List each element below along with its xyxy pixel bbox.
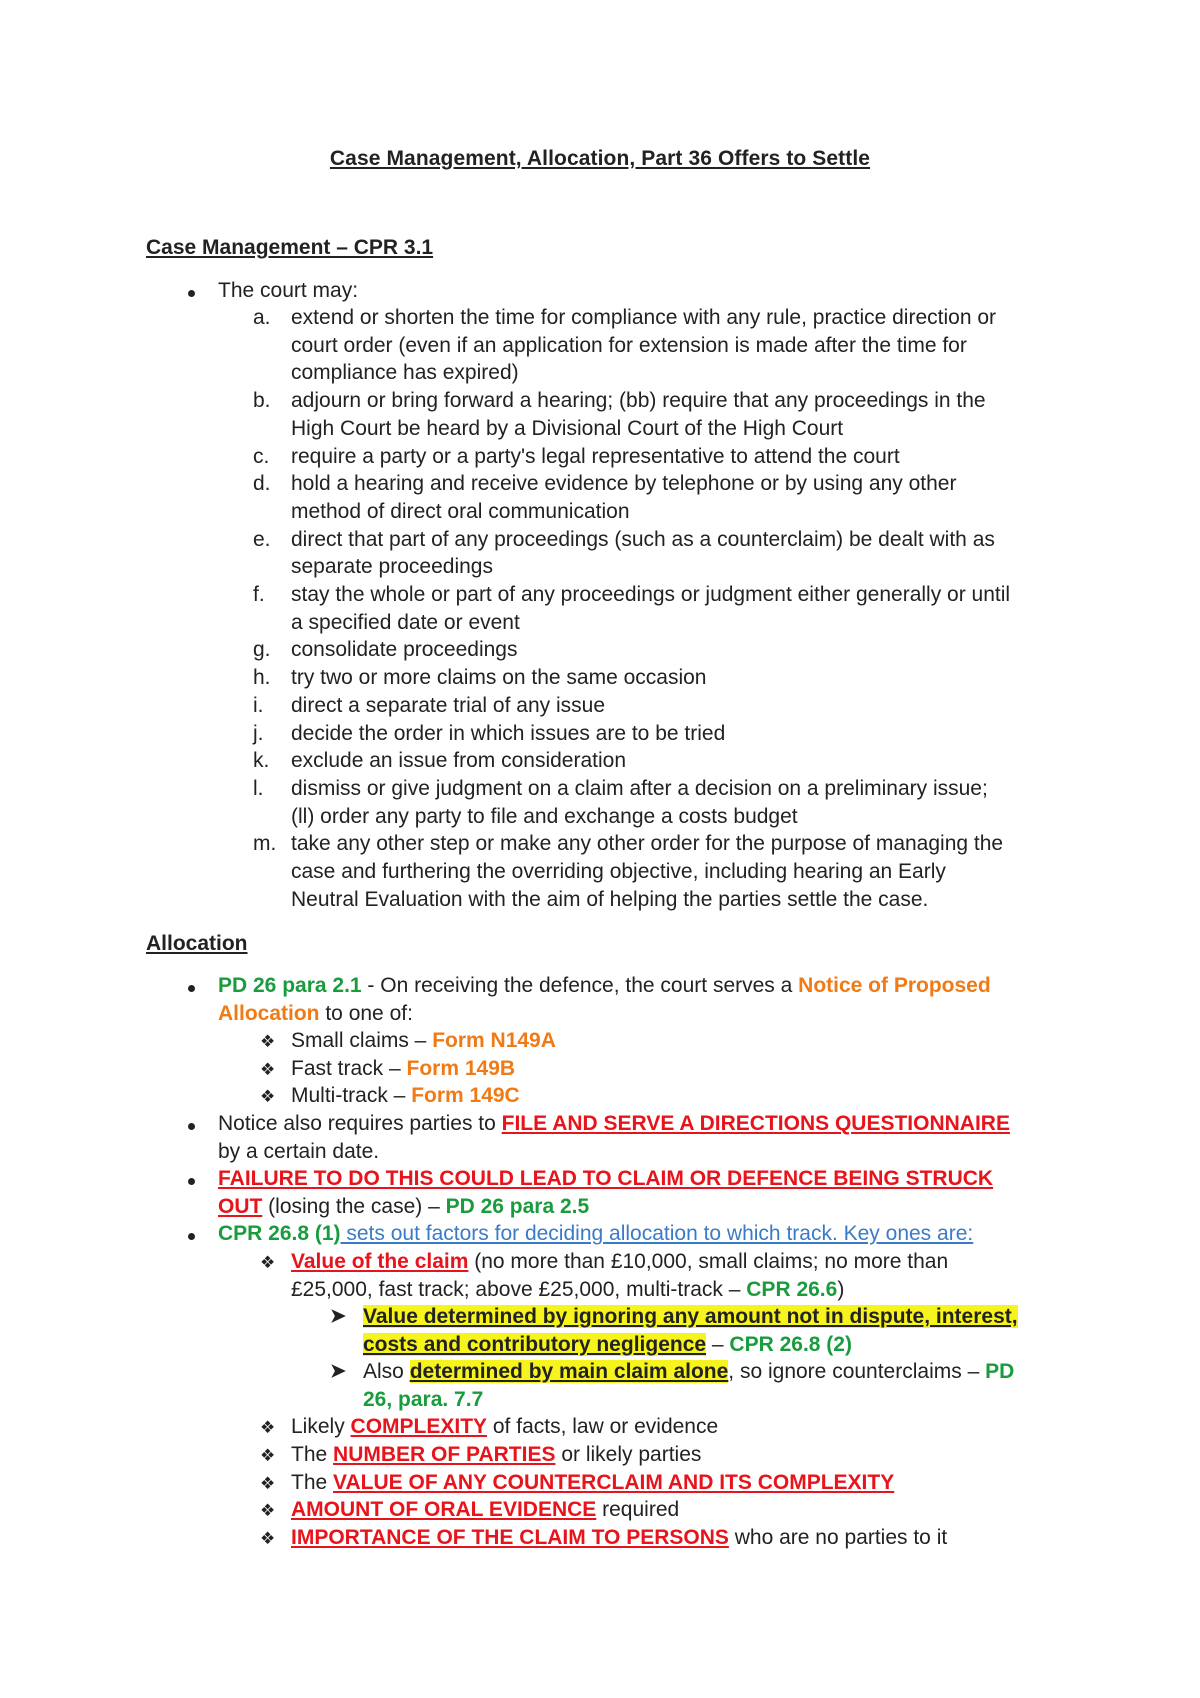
list-item-text: method of direct oral communication — [291, 499, 630, 523]
arrow-bullet-icon: ➤ — [330, 1361, 346, 1382]
list-item-text: direct a separate trial of any issue — [291, 693, 605, 717]
diamond-bullet-icon: ❖ — [260, 1032, 276, 1051]
body-text: (losing the case) – — [262, 1195, 446, 1218]
list-item-text: direct that part of any proceedings (such as a counterclaim) be dealt with as — [291, 527, 995, 551]
citation: PD 26 para 2.1 — [218, 974, 362, 997]
list-item-text: require a party or a party's legal representative to attend the court — [291, 444, 900, 468]
arrow-bullet-icon: ➤ — [330, 1306, 346, 1327]
list-item-text: take any other step or make any other order for the purpose of managing the — [291, 832, 1004, 856]
section-heading-case-management: Case Management – CPR 3.1 — [146, 236, 434, 259]
value-note-1-line-1 — [363, 1306, 1018, 1327]
factor-item — [291, 1444, 701, 1465]
emphasis-text: OUT — [218, 1195, 263, 1218]
form-item-fast — [291, 1058, 515, 1079]
list-letter: e. — [253, 527, 271, 551]
list-letter: b. — [253, 389, 271, 413]
body-text: Also — [363, 1360, 410, 1383]
emphasis-text: AMOUNT OF ORAL EVIDENCE — [291, 1498, 597, 1522]
citation: CPR 26.6 — [746, 1278, 838, 1301]
body-text: Notice also requires parties to — [218, 1112, 502, 1135]
form-ref: Form 149B — [406, 1057, 516, 1080]
section-heading-allocation: Allocation — [146, 932, 248, 955]
emphasis-text: VALUE OF ANY COUNTERCLAIM AND ITS COMPLEXITY — [333, 1470, 895, 1494]
list-letter: h. — [253, 666, 271, 690]
form-item-small — [291, 1030, 556, 1051]
body-text: ) — [837, 1278, 845, 1301]
list-item-text: dismiss or give judgment on a claim after a decision on a preliminary issue; — [291, 776, 988, 800]
allocation-bullet-1-line-1 — [218, 975, 991, 996]
diamond-bullet-icon: ❖ — [260, 1087, 276, 1106]
value-note-2-line-2 — [363, 1389, 483, 1410]
body-text: , so ignore counterclaims – — [728, 1360, 986, 1383]
body-text: of facts, law or evidence — [487, 1415, 719, 1438]
bullet-dot — [188, 1178, 195, 1185]
allocation-bullet-2-line-1 — [218, 1113, 1010, 1134]
highlight-term: Notice of Proposed — [798, 974, 991, 997]
list-letter: d. — [253, 472, 271, 496]
list-item-text: High Court be heard by a Divisional Court of the High Court — [291, 416, 844, 440]
body-text: Small claims – — [291, 1029, 433, 1052]
highlight-term: Allocation — [218, 1002, 320, 1025]
form-ref: Form N149A — [432, 1029, 556, 1052]
highlighted-text: determined by main claim alone — [409, 1360, 729, 1383]
list-item-text: stay the whole or part of any proceedings or judgment either generally or until — [291, 583, 1011, 606]
diamond-bullet-icon: ❖ — [260, 1060, 276, 1079]
list-letter: c. — [253, 444, 270, 468]
emphasis-text: NUMBER OF PARTIES — [333, 1442, 556, 1466]
body-text: Fast track – — [291, 1057, 407, 1080]
highlighted-text: Value determined by ignoring any amount not in dispute, interest, — [363, 1305, 1018, 1328]
list-item-text: consolidate proceedings — [291, 638, 518, 662]
allocation-bullet-3-line-1 — [218, 1168, 993, 1189]
bullet-dot — [188, 1123, 195, 1130]
value-note-1-line-2 — [363, 1334, 852, 1355]
emphasis-text: FILE AND SERVE A DIRECTIONS QUESTIONNAIRE — [501, 1112, 1010, 1135]
body-text: or likely parties — [555, 1442, 702, 1466]
document-title: Case Management, Allocation, Part 36 Offers to Settle — [329, 147, 871, 170]
value-note-2-line-1 — [363, 1361, 1014, 1382]
body-text: to one of: — [319, 1002, 413, 1025]
citation: PD 26 para 2.5 — [445, 1195, 590, 1218]
list-item-text: hold a hearing and receive evidence by telephone or by using any other — [291, 472, 957, 496]
bullet-dot — [188, 1233, 195, 1240]
list-item-text: (ll) order any party to file and exchange a costs budget — [291, 804, 798, 828]
allocation-bullet-1-line-2 — [218, 1003, 413, 1024]
list-item-text: try two or more claims on the same occasion — [291, 666, 707, 690]
list-item-text: case and furthering the overriding objective, including hearing an Early — [291, 860, 946, 883]
citation: 26, para. 7.7 — [363, 1388, 484, 1411]
emphasis-text: FAILURE TO DO THIS COULD LEAD TO CLAIM OR DEFENCE BEING STRUCK — [218, 1167, 994, 1190]
diamond-bullet-icon: ❖ — [260, 1253, 276, 1272]
form-item-multi — [291, 1085, 520, 1106]
allocation-bullet-3-line-2 — [218, 1196, 589, 1217]
factor-value-line-1 — [291, 1251, 948, 1272]
body-text: Multi-track – — [291, 1084, 412, 1107]
body-text: – — [706, 1333, 730, 1356]
body-text: required — [596, 1498, 680, 1522]
citation: CPR 26.8 (1) — [218, 1222, 341, 1245]
body-text: £25,000, fast track; above £25,000, multi-track – — [291, 1278, 747, 1301]
body-text: - On receiving the defence, the court serves a — [361, 974, 799, 997]
citation: PD — [985, 1360, 1015, 1383]
list-item-text: adjourn or bring forward a hearing; (bb) require that any proceedings in the — [291, 389, 986, 413]
factor-item — [291, 1472, 894, 1493]
list-item-text: separate proceedings — [291, 555, 493, 579]
factor-item — [291, 1527, 947, 1548]
list-letter: m. — [253, 832, 277, 856]
list-letter: l. — [253, 776, 264, 800]
emphasis-text: COMPLEXITY — [350, 1415, 488, 1438]
list-item-text: compliance has expired) — [291, 361, 519, 385]
list-letter: k. — [253, 749, 270, 773]
intro-text: The court may: — [218, 279, 359, 302]
list-item-text: a specified date or event — [291, 610, 520, 634]
list-item-text: extend or shorten the time for compliance with any rule, practice direction or — [291, 306, 997, 329]
diamond-bullet-icon: ❖ — [260, 1445, 276, 1465]
diamond-bullet-icon: ❖ — [260, 1529, 276, 1549]
list-letter: f. — [253, 583, 265, 606]
link-text: sets out factors for deciding allocation to which track. Key ones are: — [340, 1222, 974, 1245]
allocation-bullet-2-line-2: by a certain date. — [218, 1140, 380, 1163]
body-text: The — [291, 1442, 334, 1466]
list-item-text: decide the order in which issues are to be tried — [291, 721, 726, 745]
emphasis-text: Value of the claim — [291, 1250, 469, 1273]
body-text: The — [291, 1470, 334, 1494]
allocation-bullet-4-line-1 — [218, 1223, 973, 1244]
list-letter: g. — [253, 638, 271, 662]
emphasis-text: IMPORTANCE OF THE CLAIM TO PERSONS — [291, 1526, 729, 1550]
body-text: who are no parties to it — [728, 1526, 948, 1550]
list-item-text: court order (even if an application for extension is made after the time for — [291, 333, 967, 357]
list-item-text: exclude an issue from consideration — [291, 749, 627, 773]
body-text: (no more than £10,000, small claims; no more than — [468, 1250, 949, 1273]
body-text: Likely — [291, 1415, 351, 1438]
citation: CPR 26.8 (2) — [729, 1333, 852, 1356]
list-letter: i. — [253, 693, 264, 717]
diamond-bullet-icon: ❖ — [260, 1473, 276, 1493]
list-item-text: Neutral Evaluation with the aim of helping the parties settle the case. — [291, 887, 929, 911]
form-ref: Form 149C — [411, 1084, 520, 1107]
bullet-dot — [188, 290, 195, 297]
list-letter: a. — [253, 306, 271, 329]
diamond-bullet-icon: ❖ — [260, 1418, 276, 1437]
bullet-dot — [188, 985, 195, 992]
highlighted-text: costs and contributory negligence — [363, 1333, 707, 1356]
factor-item — [291, 1499, 679, 1520]
list-letter: j. — [253, 721, 264, 745]
diamond-bullet-icon: ❖ — [260, 1501, 276, 1521]
factor-item — [291, 1416, 718, 1437]
factor-value-line-2 — [291, 1279, 844, 1300]
